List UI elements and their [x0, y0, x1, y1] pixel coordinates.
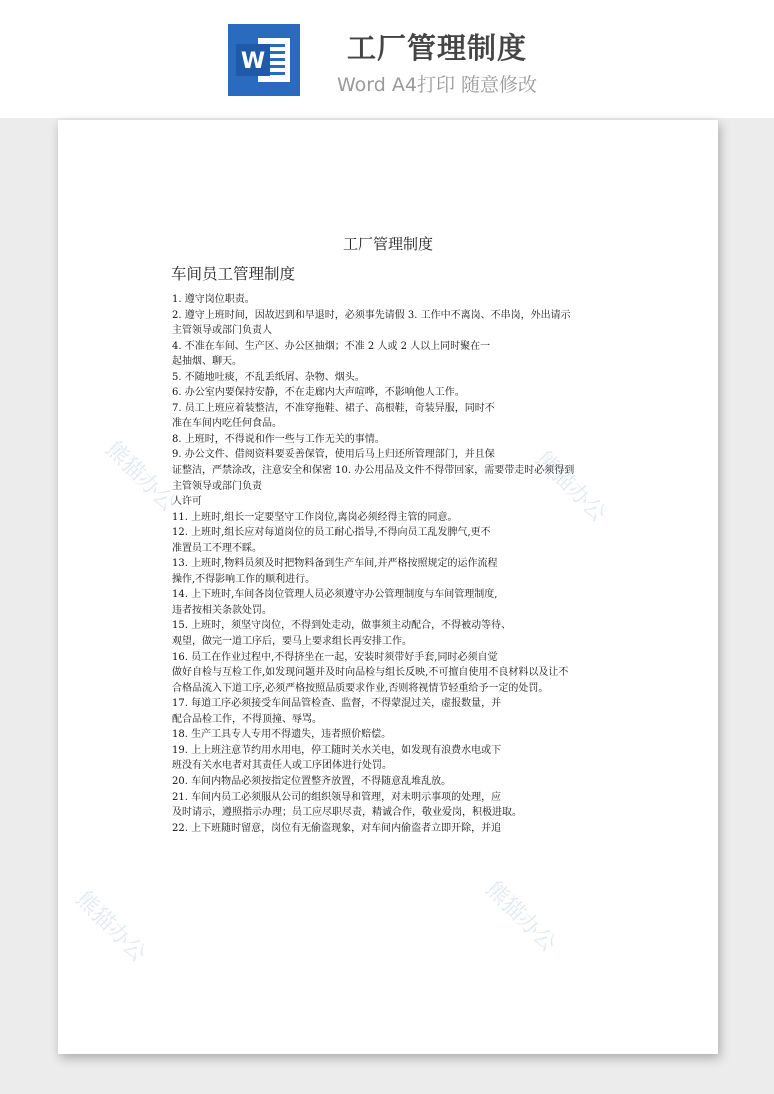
- document-line: 12. 上班时,组长应对每道岗位的员工耐心指导,不得向员工乱发脾气,更不: [172, 527, 491, 539]
- watermark: 熊猫办公: [480, 876, 561, 957]
- document-line: 合格品流入下道工序,必须严格按照品质要求作业,否则将视情节轻重给予一定的处罚。: [172, 682, 549, 694]
- document-line: 1. 遵守岗位职责。: [172, 294, 255, 305]
- watermark: 熊猫办公: [530, 446, 611, 527]
- document-line: 人许可: [172, 496, 202, 508]
- document-line: 准在车间内吃任何食品。: [172, 418, 282, 430]
- document-line: 班没有关水电者对其责任人或工序团体进行处罚。: [172, 760, 392, 772]
- svg-text:W: W: [240, 49, 266, 74]
- document-line: 主管领导或部门负责: [172, 480, 262, 492]
- banner-subtitle: Word A4打印 随意修改: [336, 74, 537, 96]
- document-page: [58, 120, 718, 1054]
- document-line: 8. 上班时，不得说和作一些与工作无关的事情。: [172, 433, 385, 445]
- document-line: 违者按相关条款处罚。: [172, 604, 272, 616]
- document-title: 工厂管理制度: [342, 235, 433, 253]
- document-line: 2. 遵守上班时间，因故迟到和早退时，必须事先请假 3. 工作中不离岗、不串岗，外出请示: [172, 309, 571, 321]
- document-line: 做好自检与互检工作,如发现问题并及时向品检与组长反映,不可擅自使用不良材料以及让不: [172, 667, 569, 679]
- document-line: 7. 员工上班应着装整洁，不准穿拖鞋、裙子、高根鞋，奇装异服，同时不: [172, 402, 495, 414]
- document-line: 主管领导或部门负责人: [172, 325, 272, 337]
- document-line: 证整洁，严禁涂改，注意安全和保密 10. 办公用品及文件不得带回家，需要带走时必须得到: [172, 465, 575, 477]
- document-line: 11. 上班时,组长一定要坚守工作岗位,离岗必须经得主管的同意。: [172, 511, 458, 523]
- document-line: 5. 不随地吐痰，不乱丢纸屑、杂物、烟头。: [172, 371, 365, 383]
- document-line: 及时请示，遵照指示办理；员工应尽职尽责，精诚合作，敬业爱岗，积极进取。: [172, 807, 522, 819]
- document-line: 15. 上班时，须坚守岗位，不得到处走动，做事须主动配合，不得被动等待、: [172, 620, 512, 632]
- document-line: 16. 员工在作业过程中,不得挤坐在一起，安装时须带好手套,同时必须自觉: [172, 651, 498, 663]
- header-banner: [0, 0, 774, 118]
- document-line: 操作,不得影响工作的顺利进行。: [172, 573, 316, 585]
- document-body: [172, 292, 612, 836]
- document-line: 9. 办公文件、借阅资料要妥善保管，使用后马上归还所管理部门，并且保: [172, 449, 495, 461]
- document-line: 13. 上班时,物料员须及时把物料备到生产车间,并严格按照规定的运作流程: [172, 558, 498, 570]
- document-line: 22. 上下班随时留意，岗位有无偷盗现象，对车间内偷盗者立即开除，并追: [172, 822, 502, 834]
- document-line: 观望，做完一道工序后，要马上要求组长再安排工作。: [172, 636, 412, 648]
- document-line: 14. 上下班时,车间各岗位管理人员必须遵守办公管理制度与车间管理制度,: [172, 589, 498, 601]
- banner-title: 工厂管理制度: [346, 31, 527, 65]
- document-line: 起抽烟、聊天。: [172, 356, 242, 368]
- document-line: 4. 不准在车间、生产区、办公区抽烟；不准 2 人或 2 人以上同时聚在一: [172, 340, 491, 352]
- document-line: 19. 上上班注意节约用水用电，停工随时关水关电，如发现有浪费水电或下: [172, 744, 502, 756]
- document-line: 17. 每道工序必须接受车间品管检查、监督，不得蒙混过关，虚报数量，并: [172, 698, 502, 710]
- document-line: 21. 车间内员工必须服从公司的组织领导和管理，对未明示事项的处理，应: [172, 791, 502, 803]
- watermark: 熊猫办公: [70, 886, 151, 967]
- document-line: 18. 生产工具专人专用不得遗失，违者照价赔偿。: [172, 729, 392, 741]
- document-line: 准置员工不理不睬。: [172, 542, 262, 554]
- word-document-icon: [228, 24, 300, 96]
- document-line: 配合品检工作，不得顶撞、辱骂。: [172, 713, 322, 725]
- document-line: 20. 车间内物品必须按指定位置整齐放置，不得随意乱堆乱放。: [172, 775, 452, 787]
- section-heading: 车间员工管理制度: [171, 265, 296, 283]
- document-line: 6. 办公室内要保持安静，不在走廊内大声喧哗，不影响他人工作。: [172, 387, 465, 399]
- watermark: 熊猫办公: [100, 436, 181, 517]
